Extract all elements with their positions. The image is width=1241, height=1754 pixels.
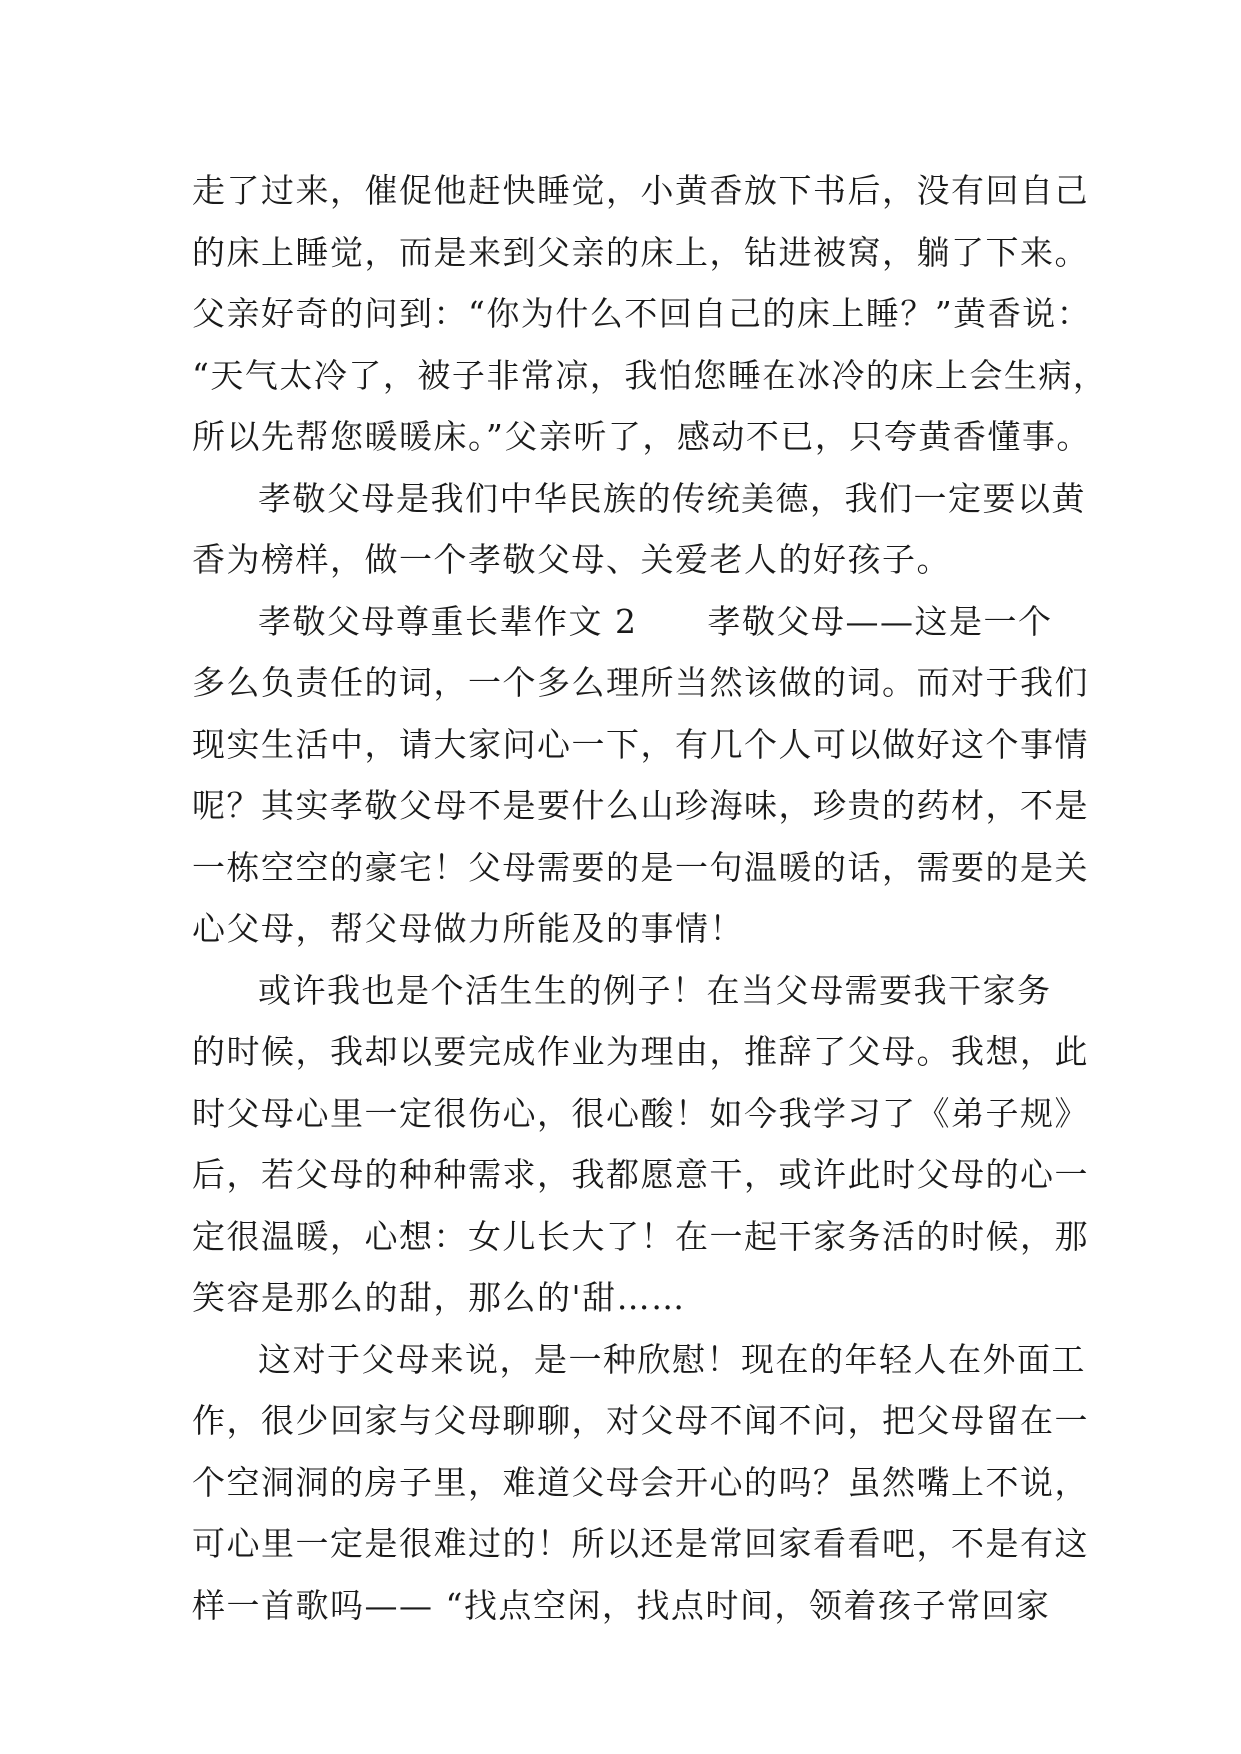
text-line: 样一首歌吗—— “找点空闲，找点时间，领着孩子常回家 — [192, 1585, 1051, 1625]
section-heading: 孝敬父母尊重长辈作文 2 — [258, 601, 638, 641]
text-line: 父亲好奇的问到：“你为什么不回自己的床上睡？”黄香说： — [192, 294, 1092, 333]
text-line: 个空洞洞的房子里，难道父母会开心的吗？虽然嘴上不说， — [192, 1462, 1089, 1502]
text-line: 时父母心里一定很伤心，很心酸！如今我学习了《弟子规》 — [192, 1093, 1089, 1133]
text-line: 作，很少回家与父母聊聊，对父母不闻不问，把父母留在一 — [192, 1401, 1089, 1440]
document-body — [192, 160, 1108, 1636]
text-line: “天气太冷了，被子非常凉，我怕您睡在冰冷的床上会生病， — [192, 355, 1108, 395]
text-line: 笑容是那么的甜，那么的'甜…… — [192, 1278, 686, 1317]
section-heading-line — [192, 591, 1092, 653]
text-line: 走了过来，催促他赶快睡觉，小黄香放下书后，没有回自己 — [192, 171, 1089, 210]
text-line: 多么负责任的词，一个多么理所当然该做的词。而对于我们 — [192, 663, 1089, 702]
text-line: 可心里一定是很难过的！所以还是常回家看看吧，不是有这 — [192, 1524, 1089, 1563]
text-line: 定很温暖，心想：女儿长大了！在一起干家务活的时候，那 — [192, 1216, 1089, 1256]
text-line: 心父母，帮父母做力所能及的事情！ — [192, 909, 744, 948]
text-line: 香为榜样，做一个孝敬父母、关爱老人的好孩子。 — [192, 540, 951, 579]
paragraph-start-line: 孝敬父母是我们中华民族的传统美德，我们一定要以黄 — [258, 478, 1086, 518]
paragraph-start-line: 这对于父母来说，是一种欣慰！现在的年轻人在外面工 — [258, 1339, 1086, 1379]
text-line: 一栋空空的豪宅！父母需要的是一句温暖的话，需要的是关 — [192, 847, 1089, 887]
text-line: 现实生活中，请大家问心一下，有几个人可以做好这个事情 — [192, 724, 1089, 764]
text-line: 的床上睡觉，而是来到父亲的床上，钻进被窝，躺了下来。 — [192, 232, 1089, 272]
paragraph-start-line: 或许我也是个活生生的例子！在当父母需要我干家务 — [258, 970, 1052, 1010]
text-line: 所以先帮您暖暖床。”父亲听了，感动不已，只夸黄香懂事。 — [192, 417, 1091, 456]
text-fragment: 孝敬父母——这是一个 — [707, 601, 1053, 641]
text-line: 呢？其实孝敬父母不是要什么山珍海味，珍贵的药材，不是 — [192, 786, 1089, 825]
text-line: 的时候，我却以要完成作业为理由，推辞了父母。我想，此 — [192, 1032, 1089, 1071]
text-line: 后，若父母的种种需求，我都愿意干，或许此时父母的心一 — [192, 1155, 1089, 1194]
